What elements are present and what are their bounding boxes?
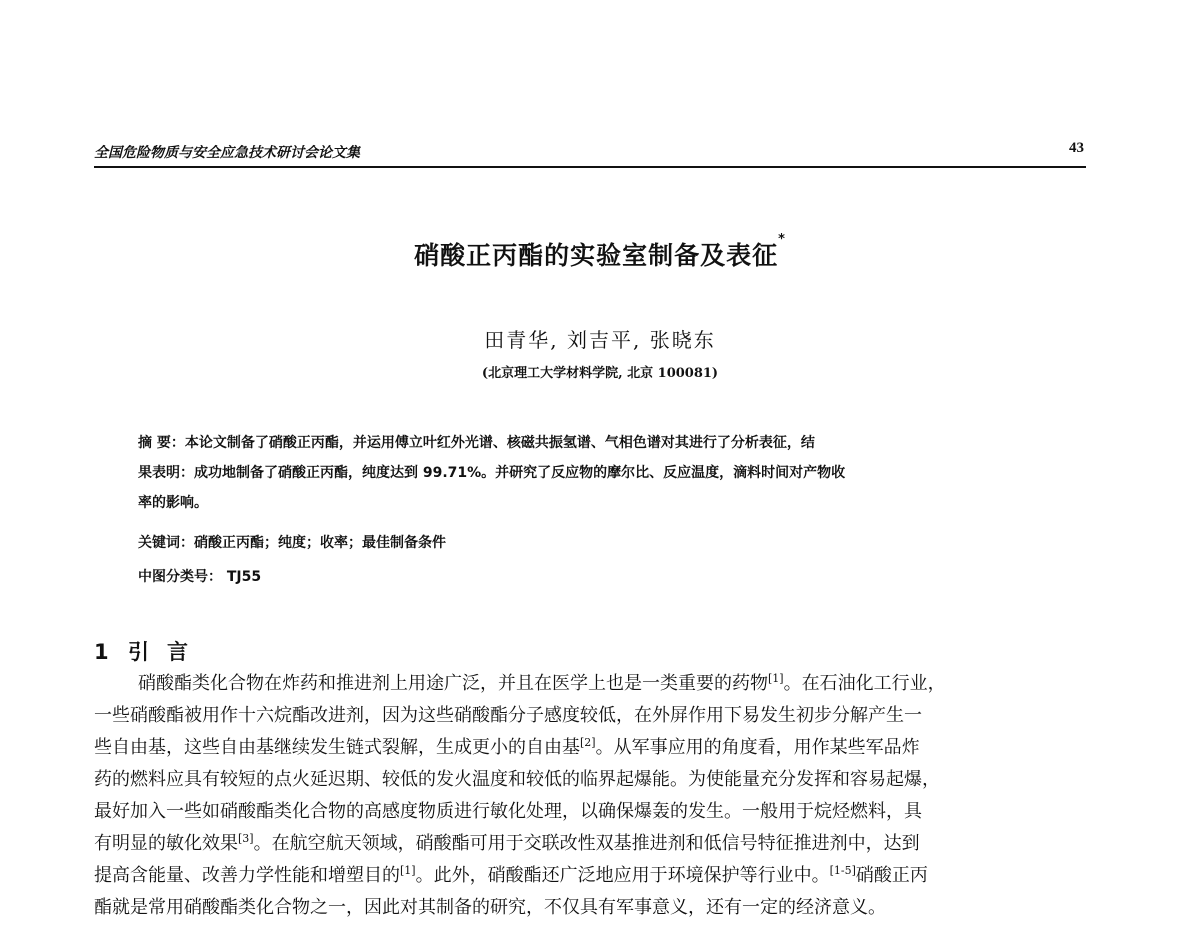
line-text: 些自由基，这些自由基继续发生链式裂解，生成更小的自由基 [94,737,580,758]
line-text: 。在石油化工行业， [783,673,946,694]
running-header [94,136,1086,168]
line-text: 有明显的敏化效果 [94,833,238,854]
line-text: 最好加入一些如硝酸酯类化合物的高感度物质进行敏化处理，以确保爆轰的发生。一般用于烷烃燃料，具 [94,801,922,822]
abstract-line: 果表明：成功地制备了硝酸正丙酯，纯度达到 99.71%。并研究了反应物的摩尔比、反应温度，滴料时间对产物收 [138,465,846,481]
paper-title-text: 硝酸正丙酯的实验室制备及表征 [414,241,779,270]
line-text: 。在航空航天领域，硝酸酯可用于交联改性双基推进剂和低信号特征推进剂中，达到 [253,833,920,854]
citation-ref: [2] [580,736,596,749]
abstract-line: 摘 要：本论文制备了硝酸正丙酯，并运用傅立叶红外光谱、核磁共振氢谱、气相色谱对其进行了分析表征，结 [138,435,815,451]
paragraph-line [94,700,1086,732]
citation-ref: [1] [400,864,416,877]
line-text: 硝酸正丙 [855,865,928,886]
classification-number: 中图分类号： TJ55 [138,569,262,585]
line-text: 药的燃料应具有较短的点火延迟期、较低的发火温度和较低的临界起爆能。为使能量充分发挥和容易起爆， [94,769,940,790]
paragraph-line [94,828,1086,860]
paper-title [0,232,1200,272]
line-text: 。从军事应用的角度看，用作某些军品炸 [595,737,920,758]
paragraph-line [94,732,1086,764]
line-text: 一些硝酸酯被用作十六烷酯改进剂，因为这些硝酸酯分子感度较低，在外屏作用下易发生初步分解产生一 [94,705,922,726]
page-number: 43 [1069,140,1084,156]
line-text: 酯就是常用硝酸酯类化合物之一，因此对其制备的研究，不仅具有军事意义，还有一定的经济意义。 [94,897,886,918]
abstract-line: 率的影响。 [138,495,208,511]
introduction-paragraph [94,668,1086,924]
line-text: 。此外，硝酸酯还广泛地应用于环境保护等行业中。 [415,865,830,886]
citation-ref: [1-5] [829,864,856,877]
title-footnote-mark: * [778,232,786,247]
section-heading [94,636,206,666]
citation-ref: [3] [238,832,254,845]
paragraph-line [94,796,1086,828]
running-title: 全国危险物质与安全应急技术研讨会论文集 [94,145,360,161]
section-number: 1 [94,640,109,664]
author-affiliation: (北京理工大学材料学院, 北京 100081) [481,366,719,381]
citation-ref: [1] [768,672,784,685]
section-title: 引言 [128,640,206,664]
author-list: 田青华, 刘吉平, 张晓东 [484,328,716,352]
keywords: 关键词：硝酸正丙酯；纯度；收率；最佳制备条件 [138,535,446,551]
line-text: 提高含能量、改善力学性能和增塑目的 [94,865,400,886]
paragraph-line [94,892,1086,924]
line-text: 硝酸酯类化合物在炸药和推进剂上用途广泛，并且在医学上也是一类重要的药物 [138,673,768,694]
paragraph-line [94,764,1086,796]
paragraph-line [94,860,1086,892]
abstract [138,428,1068,518]
paragraph-line [94,668,1086,700]
